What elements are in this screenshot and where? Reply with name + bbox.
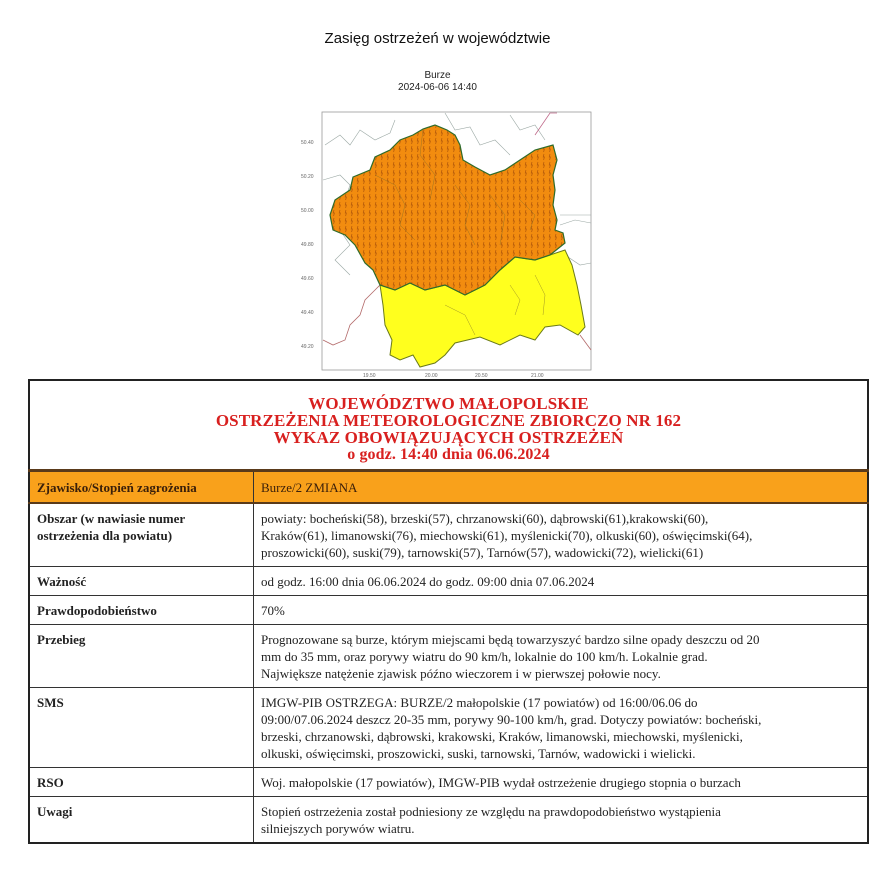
remarks-value: Stopień ostrzeżenia został podniesiony ze względu na prawdopodobieństwo wystąpienia silniejszych porywów wiatru. — [254, 797, 869, 844]
phenomenon-value: Burze/2 ZMIANA — [254, 471, 869, 504]
map-phenomenon: Burze — [424, 70, 451, 81]
phenomenon-label: Zjawisko/Stopień zagrożenia — [29, 471, 254, 504]
probability-row — [29, 596, 868, 625]
svg-text:49.40: 49.40 — [301, 310, 314, 316]
sms-value: IMGW-PIB OSTRZEGA: BURZE/2 małopolskie (17 powiatów) od 16:00/06.06 do 09:00/07.06.2024 deszcz 20-35 mm, porywy 90-100 km/h, grad. Dotyczy powiatów: bocheński, brzeski, chrzanowski, dąbrowski, krakowski, Kraków, limanowski, miechowski, myślenicki, olkuski, oświęcimski, proszowicki, suski, tarnowski, Tarnów, wadowicki i wielicki. — [254, 688, 869, 768]
warning-header — [29, 380, 868, 471]
remarks-label: Uwagi — [29, 797, 254, 844]
svg-text:50.20: 50.20 — [301, 174, 314, 180]
sms-label: SMS — [29, 688, 254, 768]
header-list-title: WYKAZ OBOWIĄZUJĄCYCH OSTRZEŻEŃ — [273, 428, 624, 447]
svg-text:50.00: 50.00 — [301, 208, 314, 214]
header-region: WOJEWÓDZTWO MAŁOPOLSKIE — [308, 394, 589, 413]
validity-label: Ważność — [29, 567, 254, 596]
svg-text:49.60: 49.60 — [301, 276, 314, 282]
area-value: powiaty: bocheński(58), brzeski(57), chrzanowski(60), dąbrowski(61),krakowski(60), Kraków(61), limanowski(76), miechowski(61), myślenicki(70), olkuski(60), oświęcimski(64), proszowicki(60), suski(79), tarnowski(57), Tarnów(57), wadowicki(72), wielicki(61) — [254, 503, 869, 567]
svg-text:19.50: 19.50 — [363, 373, 376, 379]
svg-text:20.50: 20.50 — [475, 373, 488, 379]
course-value: Prognozowane są burze, którym miejscami będą towarzyszyć bardzo silne opady deszczu od 20 mm do 35 mm, oraz porywy wiatru do 90 km/h, lokalnie do 100 km/h. Lokalnie grad. Największe natężenie zjawisk późno wieczorem i w pierwszej połowie nocy. — [254, 625, 869, 688]
map-y-axis — [301, 140, 314, 350]
header-bulletin: OSTRZEŻENIA METEOROLOGICZNE ZBIORCZO NR 162 — [215, 411, 682, 430]
map-datetime: 2024-06-06 14:40 — [398, 82, 477, 93]
rso-row — [29, 768, 868, 797]
svg-text:20.00: 20.00 — [425, 373, 438, 379]
validity-row — [29, 567, 868, 596]
warning-table — [28, 379, 869, 844]
rso-label: RSO — [29, 768, 254, 797]
svg-text:21.00: 21.00 — [531, 373, 544, 379]
svg-text:50.40: 50.40 — [301, 140, 314, 146]
map-title: Zasięg ostrzeżeń w województwie — [324, 30, 551, 47]
sms-row — [29, 688, 868, 768]
validity-value: od godz. 16:00 dnia 06.06.2024 do godz. 09:00 dnia 07.06.2024 — [254, 567, 869, 596]
phenomenon-row — [29, 471, 868, 504]
area-row — [29, 503, 868, 567]
warning-map — [295, 105, 600, 380]
svg-text:49.80: 49.80 — [301, 242, 314, 248]
header-issue-time: o godz. 14:40 dnia 06.06.2024 — [347, 446, 550, 463]
area-label: Obszar (w nawiasie numer ostrzeżenia dla powiatu) — [29, 503, 254, 567]
map-subtitle — [0, 70, 875, 94]
rso-value: Woj. małopolskie (17 powiatów), IMGW-PIB wydał ostrzeżenie drugiego stopnia o burzach — [254, 768, 869, 797]
course-row — [29, 625, 868, 688]
course-label: Przebieg — [29, 625, 254, 688]
probability-label: Prawdopodobieństwo — [29, 596, 254, 625]
svg-text:49.20: 49.20 — [301, 344, 314, 350]
remarks-row — [29, 797, 868, 844]
probability-value: 70% — [254, 596, 869, 625]
